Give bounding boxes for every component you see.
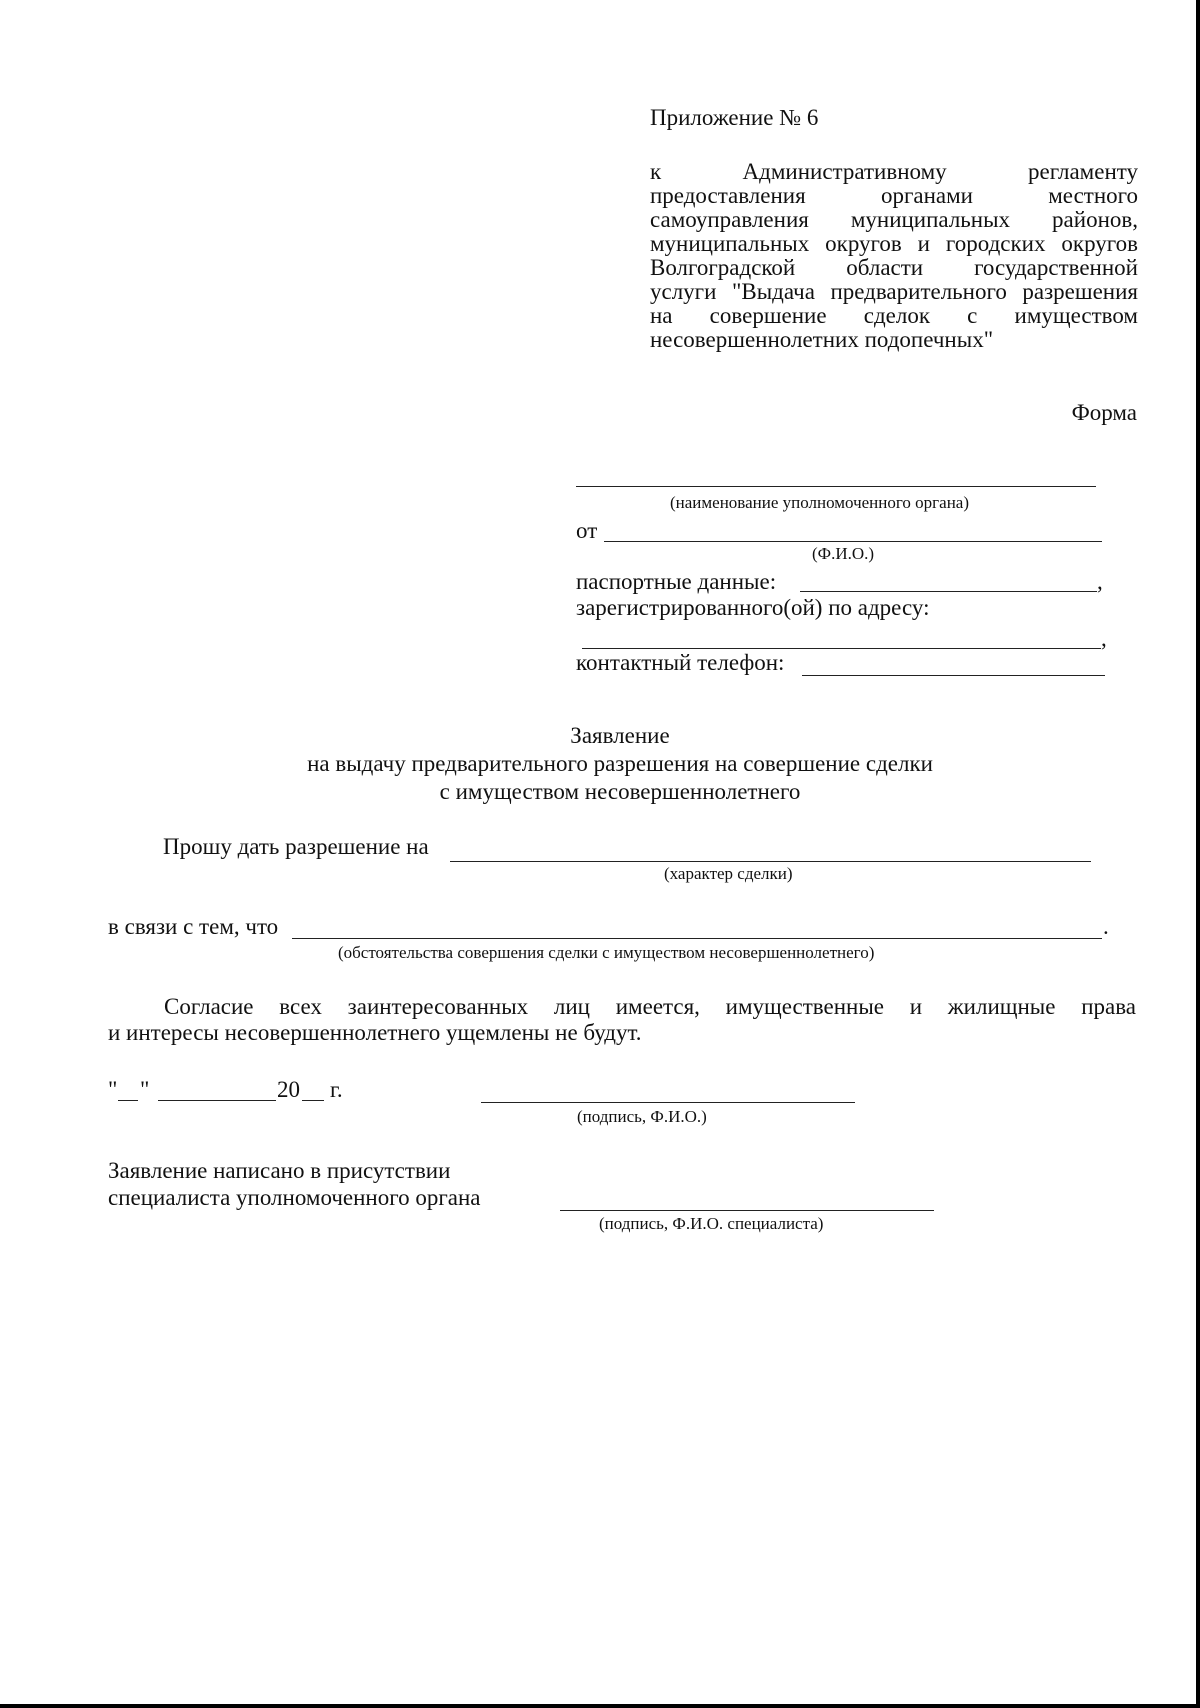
date-year-prefix: 20 — [277, 1077, 300, 1102]
specialist-signature-field[interactable] — [560, 1210, 934, 1211]
deal-type-field[interactable] — [450, 861, 1091, 862]
consent-line: и интересы несовершеннолетнего ущемлены не будут. — [108, 1020, 642, 1045]
consent-line: Согласие всех заинтересованных лиц имеется, имущественные и жилищные права — [164, 994, 1136, 1019]
statement-heading: Заявление — [570, 723, 670, 748]
from-label: от — [576, 518, 598, 543]
date-month-field[interactable] — [158, 1100, 276, 1101]
date-close-quote: " — [140, 1077, 150, 1102]
request-label: Прошу дать разрешение на — [163, 834, 429, 859]
fio-caption: (Ф.И.О.) — [812, 544, 875, 563]
appendix-line: несовершеннолетних подопечных" — [650, 327, 994, 352]
signature-field[interactable] — [481, 1102, 855, 1103]
specialist-text-line: Заявление написано в присутствии — [108, 1158, 451, 1183]
phone-label: контактный телефон: — [576, 650, 785, 675]
statement-subheading: на выдачу предварительного разрешения на совершение сделки — [307, 751, 933, 776]
address-comma: , — [1101, 626, 1107, 651]
reason-caption: (обстоятельства совершения сделки с имуществом несовершеннолетнего) — [338, 943, 875, 962]
specialist-signature-caption: (подпись, Ф.И.О. специалиста) — [599, 1214, 824, 1233]
date-day-field[interactable] — [118, 1100, 138, 1101]
consent-paragraph — [108, 995, 1136, 1045]
registered-label: зарегистрированного(ой) по адресу: — [576, 595, 930, 620]
appendix-title: Приложение № 6 — [650, 105, 819, 130]
org-name-field[interactable] — [576, 486, 1096, 487]
passport-field[interactable] — [800, 591, 1097, 592]
scan-edge-bottom — [0, 1704, 1200, 1708]
date-year-field[interactable] — [302, 1100, 324, 1101]
date-open-quote: " — [108, 1077, 118, 1102]
reason-period: . — [1103, 914, 1109, 939]
specialist-text-line: специалиста уполномоченного органа — [108, 1185, 481, 1210]
signature-caption: (подпись, Ф.И.О.) — [577, 1107, 707, 1126]
date-year-suffix: г. — [330, 1077, 343, 1102]
org-name-caption: (наименование уполномоченного органа) — [670, 493, 970, 512]
appendix-text — [650, 160, 1138, 352]
address-field[interactable] — [582, 648, 1101, 649]
deal-type-caption: (характер сделки) — [664, 864, 793, 883]
passport-label: паспортные данные: — [576, 569, 777, 594]
reason-field[interactable] — [292, 938, 1102, 939]
appendix-line: услуги "Выдача предварительного разрешения — [650, 279, 1138, 304]
fio-field[interactable] — [604, 541, 1102, 542]
appendix-line: на совершение сделок с имуществом — [650, 303, 1138, 328]
reason-label: в связи с тем, что — [108, 914, 279, 939]
phone-field[interactable] — [802, 675, 1105, 676]
scan-edge-right — [1196, 0, 1200, 1708]
passport-comma: , — [1097, 569, 1103, 594]
appendix-line: Волгоградской области государственной — [650, 255, 1138, 280]
appendix-line: предоставления органами местного — [650, 183, 1138, 208]
statement-subheading: с имуществом несовершеннолетнего — [439, 779, 801, 804]
appendix-line: к Административному регламенту — [650, 159, 1138, 184]
appendix-line: самоуправления муниципальных районов, — [650, 207, 1138, 232]
form-label: Форма — [1071, 400, 1137, 425]
appendix-line: муниципальных округов и городских округов — [650, 231, 1138, 256]
